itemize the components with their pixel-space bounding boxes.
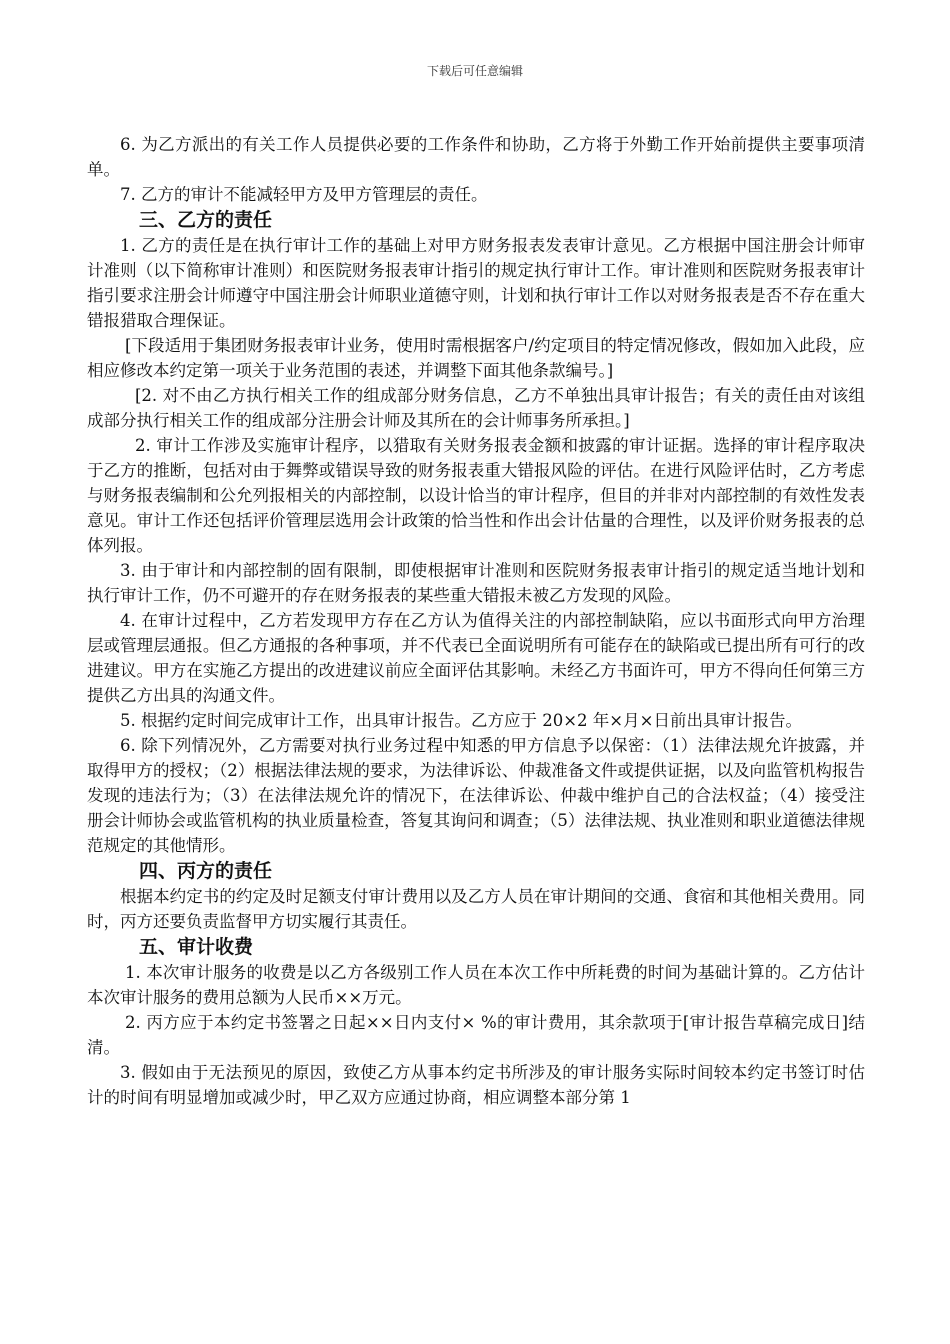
section3-paragraph-4: 4. 在审计过程中，乙方若发现甲方存在乙方认为值得关注的内部控制缺陷，应以书面形式向甲方治理层或管理层通报。但乙方通报的各种事项，并不代表已全面说明所有可能存在的缺陷或已提出所有可行的改进建议。甲方在实施乙方提出的改进建议前应全面评估其影响。未经乙方书面许可，甲方不得向任何第三方提供乙方出具的沟通文件。 [87, 611, 865, 705]
section-heading-3: 三、乙方的责任 [139, 209, 273, 231]
section3-bracket-paragraph: [2. 对不由乙方执行相关工作的组成部分财务信息，乙方不单独出具审计报告；有关的责任由对该组成部分执行相关工作的组成部分注册会计师及其所在的会计师事务所承担。] [87, 386, 865, 430]
document-body [87, 132, 865, 1110]
section3-paragraph-1: 1. 乙方的责任是在执行审计工作的基础上对甲方财务报表发表审计意见。乙方根据中国注册会计师审计准则（以下简称审计准则）和医院财务报表审计指引的规定执行审计工作。审计准则和医院财务报表审计指引要求注册会计师遵守中国注册会计师职业道德守则，计划和执行审计工作以对财务报表是否不存在重大错报猎取合理保证。 [87, 236, 865, 330]
paragraph-item-7: 7. 乙方的审计不能减轻甲方及甲方管理层的责任。 [120, 185, 488, 204]
section5-paragraph-2: 2. 丙方应于本约定书签署之日起××日内支付× %的审计费用，其余款项于[审计报告草稿完成日]结清。 [87, 1013, 865, 1057]
section5-paragraph-3: 3. 假如由于无法预见的原因，致使乙方从事本约定书所涉及的审计服务实际时间较本约定书签订时估计的时间有明显增加或减少时，甲乙双方应通过协商，相应调整本部分第 1 [87, 1063, 865, 1107]
section3-paragraph-3: 3. 由于审计和内部控制的固有限制，即使根据审计准则和医院财务报表审计指引的规定适当地计划和执行审计工作，仍不可避开的存在财务报表的某些重大错报未被乙方发现的风险。 [87, 561, 865, 605]
section3-paragraph-5: 5. 根据约定时间完成审计工作，出具审计报告。乙方应于 20×2 年×月×日前出具审计报告。 [120, 711, 802, 730]
section5-paragraph-1: 1. 本次审计服务的收费是以乙方各级别工作人员在本次工作中所耗费的时间为基础计算的。乙方估计本次审计服务的费用总额为人民币××万元。 [87, 963, 865, 1007]
section-heading-4: 四、丙方的责任 [139, 860, 273, 882]
section3-paragraph-2: 2. 审计工作涉及实施审计程序，以猎取有关财务报表金额和披露的审计证据。选择的审计程序取决于乙方的推断，包括对由于舞弊或错误导致的财务报表重大错报风险的评估。在进行风险评估时，乙方考虑与财务报表编制和公允列报相关的内部控制，以设计恰当的审计程序，但目的并非对内部控制的有效性发表意见。审计工作还包括评价管理层选用会计政策的恰当性和作出会计估量的合理性，以及评价财务报表的总体列报。 [87, 436, 865, 555]
section3-paragraph-6: 6. 除下列情况外，乙方需要对执行业务过程中知悉的甲方信息予以保密：（1）法律法规允许披露，并取得甲方的授权；（2）根据法律法规的要求，为法律诉讼、仲裁准备文件或提供证据，以及向监管机构报告发现的违法行为；（3）在法律法规允许的情况下，在法律诉讼、仲裁中维护自己的合法权益；（4）接受注册会计师协会或监管机构的执业质量检查，答复其询问和调查；（5）法律法规、执业准则和职业道德法律规范规定的其他情形。 [87, 736, 865, 855]
page-header: 下载后可任意编辑 [426, 64, 523, 78]
section3-note: [下段适用于集团财务报表审计业务，使用时需根据客户/约定项目的特定情况修改，假如加入此段，应相应修改本约定第一项关于业务范围的表述，并调整下面其他条款编号。] [87, 336, 865, 380]
section4-paragraph-1: 根据本约定书的约定及时足额支付审计费用以及乙方人员在审计期间的交通、食宿和其他相关费用。同时，丙方还要负责监督甲方切实履行其责任。 [87, 887, 865, 931]
section-heading-5: 五、审计收费 [139, 936, 254, 958]
paragraph-item-6: 6. 为乙方派出的有关工作人员提供必要的工作条件和协助，乙方将于外勤工作开始前提供主要事项清单。 [87, 135, 865, 179]
